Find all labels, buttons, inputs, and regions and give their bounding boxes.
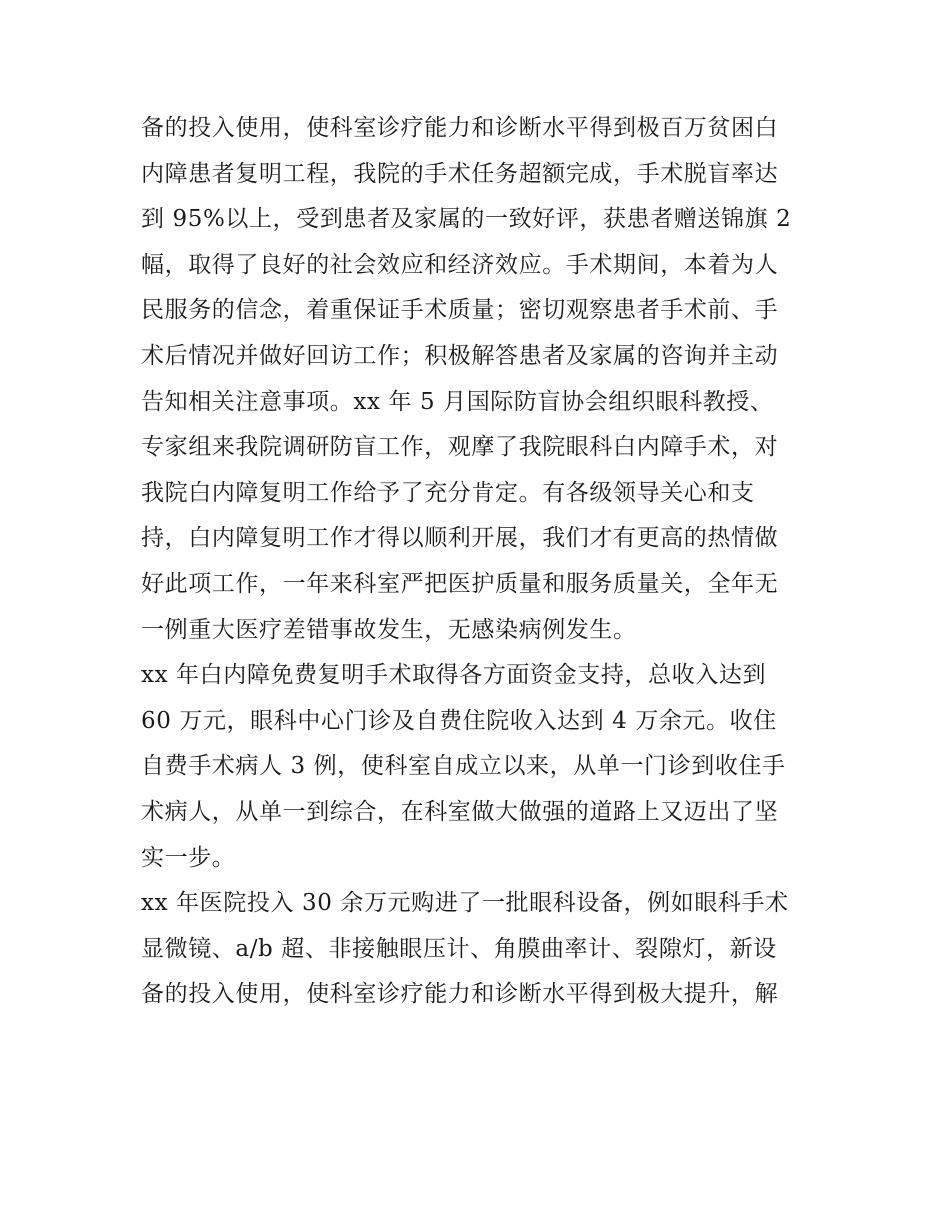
text-line: xx 年医院投入 30 余万元购进了一批眼科设备，例如眼科手术 [141, 890, 789, 917]
text-line: xx 年白内障免费复明手术取得各方面资金支持，总收入达到 [141, 662, 767, 689]
text-line: 告知相关注意事项。xx 年 5 月国际防盲协会组织眼科教授、 [141, 388, 774, 415]
text-line: 我院白内障复明工作给予了充分肯定。有各级领导关心和支 [141, 479, 755, 506]
text-line: 民服务的信念，着重保证手术质量；密切观察患者手术前、手 [141, 297, 779, 324]
text-line: 持，白内障复明工作才得以顺利开展，我们才有更高的热情做 [141, 525, 779, 552]
text-line: 专家组来我院调研防盲工作，观摩了我院眼科白内障手术，对 [141, 434, 779, 461]
text-line: 术病人，从单一到综合，在科室做大做强的道路上又迈出了坚 [141, 798, 779, 825]
text-line: 一例重大医疗差错事故发生，无感染病例发生。 [141, 616, 637, 643]
body-text [141, 106, 821, 1018]
text-line: 术后情况并做好回访工作；积极解答患者及家属的咨询并主动 [141, 342, 779, 369]
text-line: 内障患者复明工程，我院的手术任务超额完成，手术脱盲率达 [141, 160, 779, 187]
text-line: 显微镜、a/b 超、非接触眼压计、角膜曲率计、裂隙灯，新设 [141, 935, 777, 962]
text-line: 备的投入使用，使科室诊疗能力和诊断水平得到极百万贫困白 [141, 115, 779, 141]
text-line: 幅，取得了良好的社会效应和经济效应。手术期间，本着为人 [141, 251, 779, 278]
text-line: 自费手术病人 3 例，使科室自成立以来，从单一门诊到收住手 [141, 753, 786, 780]
text-line: 60 万元，眼科中心门诊及自费住院收入达到 4 万余元。收住 [141, 707, 777, 734]
text-line: 到 95%以上，受到患者及家属的一致好评，获患者赠送锦旗 2 [141, 206, 792, 233]
text-line: 备的投入使用，使科室诊疗能力和诊断水平得到极大提升，解 [141, 981, 779, 1008]
text-line: 实一步。 [141, 844, 236, 871]
text-line: 好此项工作，一年来科室严把医护质量和服务质量关，全年无 [141, 570, 779, 597]
